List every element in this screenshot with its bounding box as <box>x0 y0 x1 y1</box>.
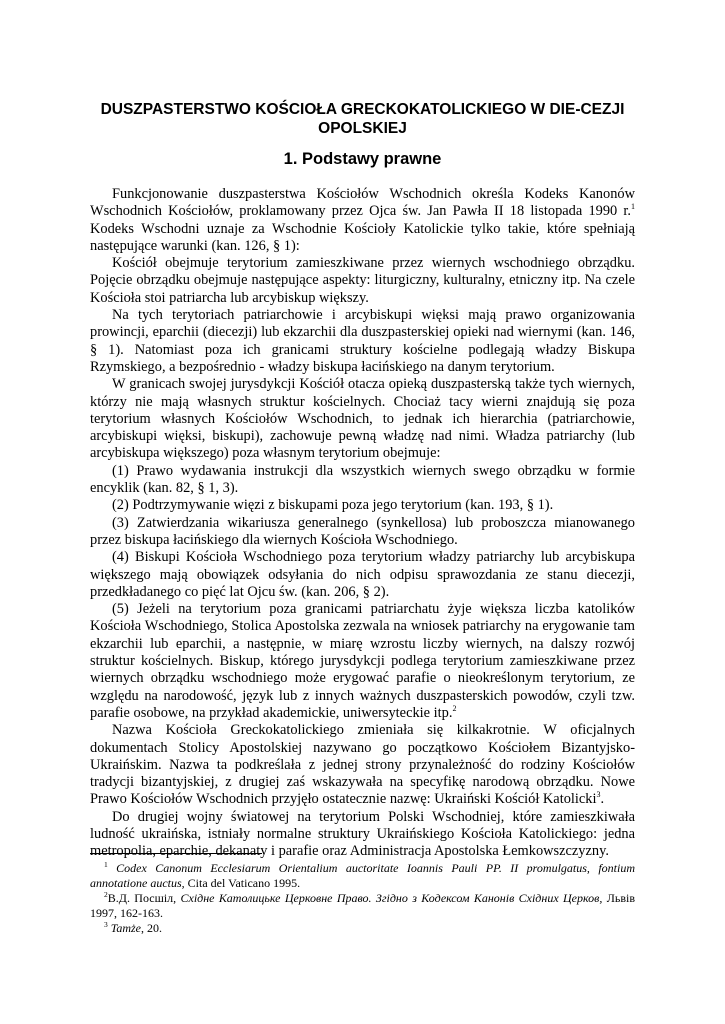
list-item-4: (4) Biskupi Kościoła Wschodniego poza terytorium władzy patriarchy lub arcybiskupa większego mają obowiązek odsyłania do nich odpisu sprawozdania ze stanu diecezji, przedkładanego co pięć lat Ojcu św. (kan. 206, § 2). <box>90 549 635 600</box>
list-item-1: (1) Prawo wydawania instrukcji dla wszystkich wiernych swego obrządku w formie encyklik (kan. 82, § 1, 3). <box>90 462 635 497</box>
footnote-ref-3[interactable]: 3 <box>596 790 601 800</box>
footnote-separator <box>90 853 262 854</box>
footnote-ref-1[interactable]: 1 <box>631 202 635 212</box>
footnotes <box>90 861 635 936</box>
paragraph-1: Funkcjonowanie duszpasterstwa Kościołów Wschodnich określa Kodeks Kanonów Wschodnich Kościołów, proklamowany przez Ojca św. Jan Pawła II 18 listopada 1990 r.$^1$ Kodeks Wschodni uznaje za Wschodnie Kościoły Katolickie tylko takie, które spełniają następujące warunki (kan. 126, § 1): <box>90 186 635 254</box>
section-heading: 1. Podstawy prawne <box>283 150 442 168</box>
list-item-3: (3) Zatwierdzania wikariusza generalnego (synkellosa) lub proboszcza mianowanego przez biskupa łacińskiego dla wiernych Kościoła Wschodniego. <box>90 514 635 548</box>
footnote-3: $^3$ Tamże, 20. <box>104 920 162 935</box>
list-item-5: (5) Jeżeli na terytorium poza granicami patriarchatu żyje większa liczba katolików Kościoła Wschodniego, Stolica Apostolska zezwala na wniosek patriarchy na erygowanie tam ekzarchii lub eparchii, a następnie, w miarę wzrostu liczby wiernych, na dalszy rozwój struktur kościelnych. Biskup, którego jurysdykcji podlega terytorium zamieszkiwane przez wiernych obrządku wschodniego może erygować parafie o nieokreślonym terytorium, ze względu na narodowość, język lub z innych ważnych duszpasterskich powodów, czyli tzw. parafie osobowe, na przykład akademickie, uniwersyteckie itp.$^2$ <box>90 601 635 721</box>
footnote-ref-2[interactable]: 2 <box>452 704 457 714</box>
document-title: DUSZPASTERSTWO KOŚCIOŁA GRECKOKATOLICKIEGO W DIE-CEZJI OPOLSKIEJ <box>100 101 625 137</box>
paragraph-2: Kościół obejmuje terytorium zamieszkiwane przez wiernych wschodniego obrządku. Pojęcie obrządku obejmuje następujące aspekty: liturgiczny, kulturalny, etniczny itp. Na czele Kościoła stoi patriarcha lub arcybiskup większy. <box>90 255 635 306</box>
paragraph-4: W granicach swojej jurysdykcji Kościół otacza opieką duszpasterską także tych wiernych, którzy nie mają własnych struktur kościelnych. Chociaż tacy wierni znajdują się poza terytorium własnych Kościołów Wschodnich, to jednak ich hierarchia (patriarchowie, arcybiskupi więksi, biskupi), zachowuje pewną władzę nad nimi. Władza patriarchy (lub arcybiskupa większego) poza własnym terytorium obejmuje: <box>90 376 635 462</box>
paragraph-6: Do drugiej wojny światowej na terytorium Polski Wschodniej, które zamieszkiwała ludność ukraińska, istniały normalne struktury Ukraińskiego Kościoła Katolickiego: jedna metropolia, eparchie, dekanaty i parafie oraz Administracja Apostolska Łemkowszczyzny. <box>90 808 635 860</box>
paragraph-3: Na tych terytoriach patriarchowie i arcybiskupi więksi mają prawo organizowania prowincji, eparchii (diecezji) lub ekzarchii dla duszpasterskiej opieki nad wiernymi (kan. 146, § 1). Natomiast poza ich granicami struktury kościelne podlegają władzy Biskupa Rzymskiego, a bezpośrednio - władzy biskupa łacińskiego na danym terytorium. <box>90 307 635 375</box>
footnote-1: $^1$ Codex Canonum Ecclesiarum Orientalium auctoritate Ioannis Pauli PP. II promulgatus, fontium annotatione auctus, Cita del Vaticano 1995. <box>90 860 635 890</box>
list-item-2: (2) Podtrzymywanie więzi z biskupami poza jego terytorium (kan. 193, § 1). <box>112 497 554 514</box>
body-text <box>90 186 635 861</box>
paragraph-5: Nazwa Kościoła Greckokatolickiego zmieniała się kilkakrotnie. W oficjalnych dokumentach Stolicy Apostolskiej nazywano go początkowo Kościołem Bizantyjsko-Ukraińskim. Nazwa ta podkreślała z jednej strony przynależność do rodziny Kościołów tradycji bizantyjskiej, z drugiej zaś wskazywała na specyfikę narodową obrządku. Nowe Prawo Kościołów Wschodnich przyjęło ostatecznie nazwę: Ukraiński Kościół Katolicki$^3$. <box>90 722 635 808</box>
footnote-2: $^2$В.Д. Посшіл, Східне Католицьке Церковне Право. Згідно з Кодексом Канонів Східних Церков, Львів 1997, 162-163. <box>90 890 635 920</box>
